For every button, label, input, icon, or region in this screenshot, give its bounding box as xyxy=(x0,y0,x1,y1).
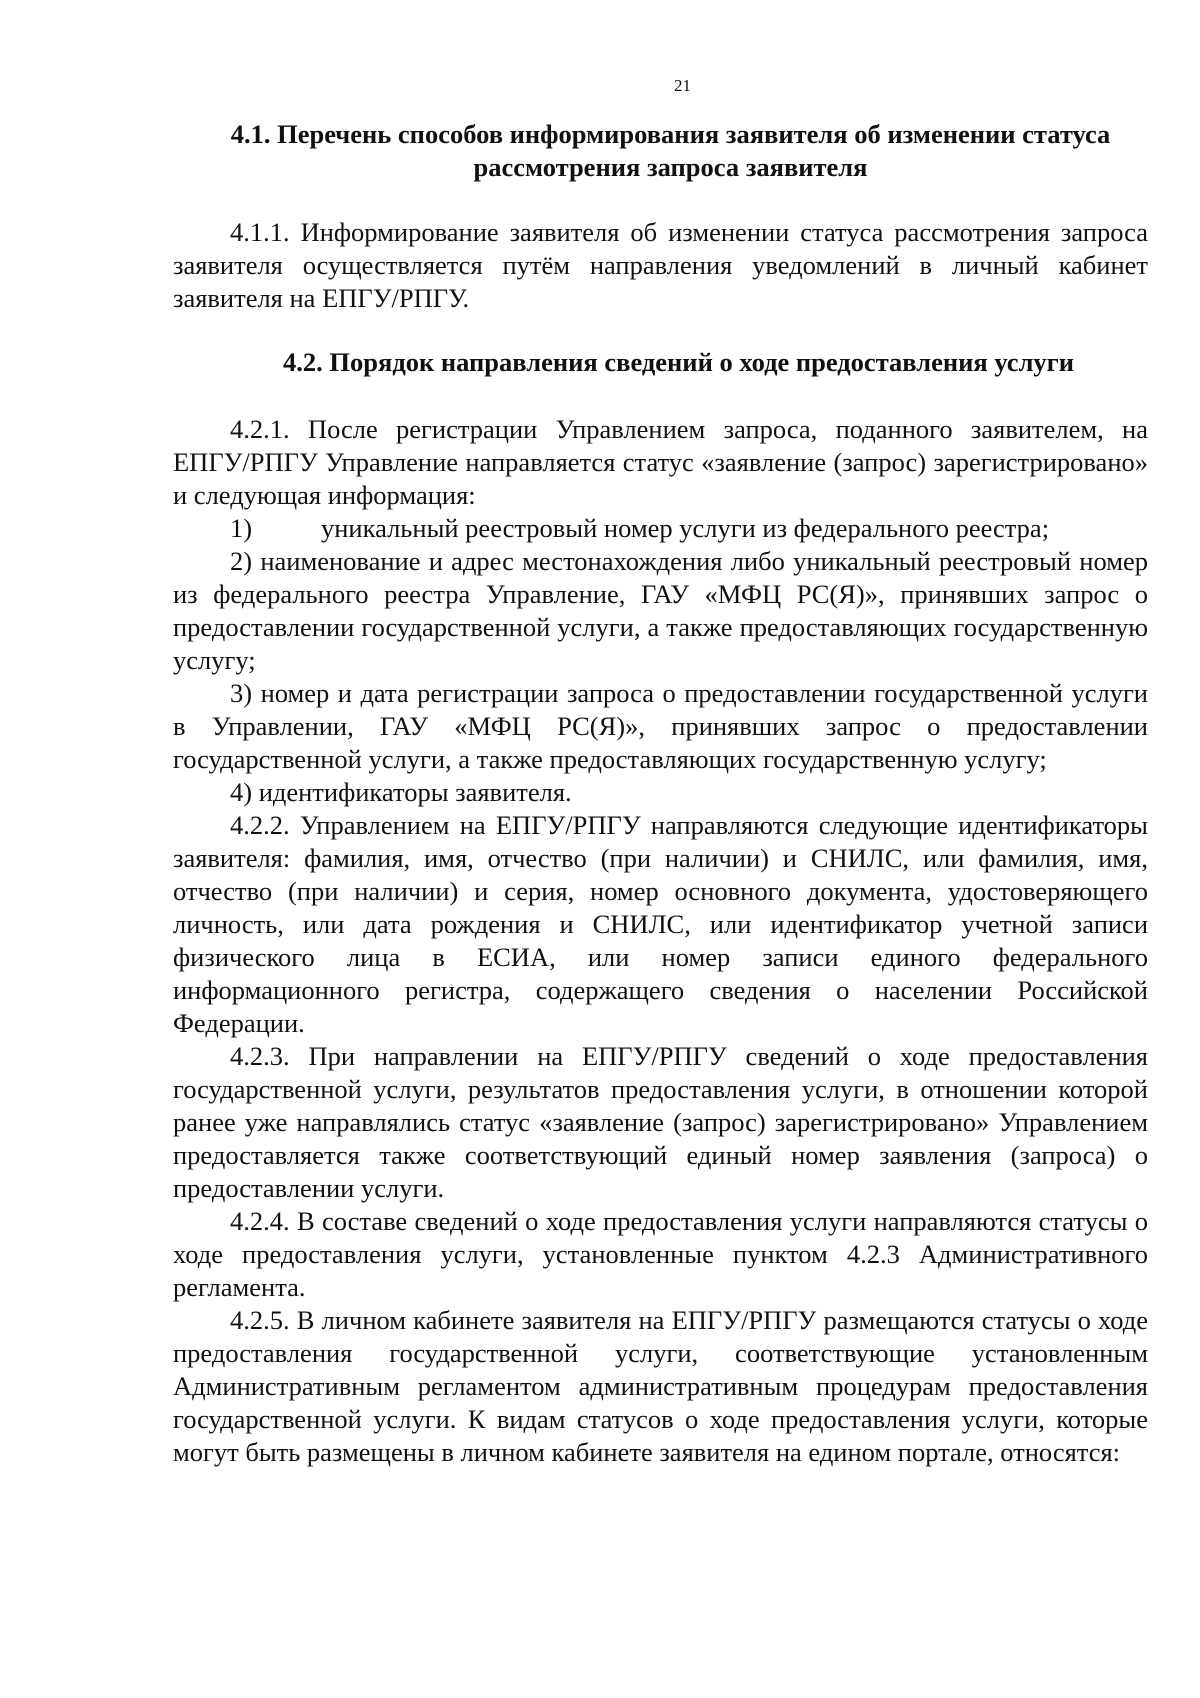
section-heading-4-1: 4.1. Перечень способов информирования заявителя об изменении статуса рассмотрения запроса заявителя xyxy=(230,119,1111,182)
paragraph-4-2-4: 4.2.4. В составе сведений о ходе предоставления услуги направляются статусы о ходе предоставления услуги, установленные пунктом 4.2.3 Административного регламента. xyxy=(173,1206,1148,1302)
list-item-4: 4) идентификаторы заявителя. xyxy=(230,777,572,807)
paragraph-4-2-2: 4.2.2. Управлением на ЕПГУ/РПГУ направляются следующие идентификаторы заявителя: фамилия, имя, отчество (при наличии) и СНИЛС, или фамилия, имя, отчество (при наличии) и серия, номер основного документа, удостоверяющего личность, или дата рождения и СНИЛС, или идентификатор учетной записи физического лица в ЕСИА, или номер записи единого федерального информационного регистра, содержащего сведения о населении Российской Федерации. xyxy=(173,810,1148,1038)
page-number: 21 xyxy=(674,76,691,95)
paragraph-4-2-3: 4.2.3. При направлении на ЕПГУ/РПГУ сведений о ходе предоставления государственной услуги, результатов предоставления услуги, в отношении которой ранее уже направлялись статус «заявление (запрос) зарегистрировано» Управлением предоставляется также соответствующий единый номер заявления (запроса) о предоставлении услуги. xyxy=(173,1041,1148,1203)
paragraph-4-1-1: 4.1.1. Информирование заявителя об изменении статуса рассмотрения запроса заявителя осуществляется путём направления уведомлений в личный кабинет заявителя на ЕПГУ/РПГУ. xyxy=(173,217,1148,313)
list-item-2: 2) наименование и адрес местонахождения либо уникальный реестровый номер из федерального реестра Управление, ГАУ «МФЦ РС(Я)», принявших запрос о предоставлении государственной услуги, а также предоставляющих государственную услугу; xyxy=(173,546,1148,675)
paragraph-4-2-1: 4.2.1. После регистрации Управлением запроса, поданного заявителем, на ЕПГУ/РПГУ Управление направляется статус «заявление (запрос) зарегистрировано» и следующая информация: xyxy=(173,414,1148,510)
list-item-3: 3) номер и дата регистрации запроса о предоставлении государственной услуги в Управлении, ГАУ «МФЦ РС(Я)», принявших запрос о предоставлении государственной услуги, а также предоставляющих государственную услугу; xyxy=(173,678,1148,774)
list-item-1-text: уникальный реестровый номер услуги из федерального реестра; xyxy=(321,513,1050,543)
section-heading-4-2: 4.2. Порядок направления сведений о ходе предоставления услуги xyxy=(283,347,1074,377)
list-item-1-number: 1) xyxy=(230,513,253,543)
list-item-1 xyxy=(173,512,1148,545)
paragraph-4-2-5: 4.2.5. В личном кабинете заявителя на ЕПГУ/РПГУ размещаются статусы о ходе предоставления государственной услуги, соответствующие установленным Административным регламентом административным процедурам предоставления государственной услуги. К видам статусов о ходе предоставления услуги, которые могут быть размещены в личном кабинете заявителя на едином портале, относятся: xyxy=(173,1305,1148,1467)
document-body xyxy=(173,118,1148,1469)
